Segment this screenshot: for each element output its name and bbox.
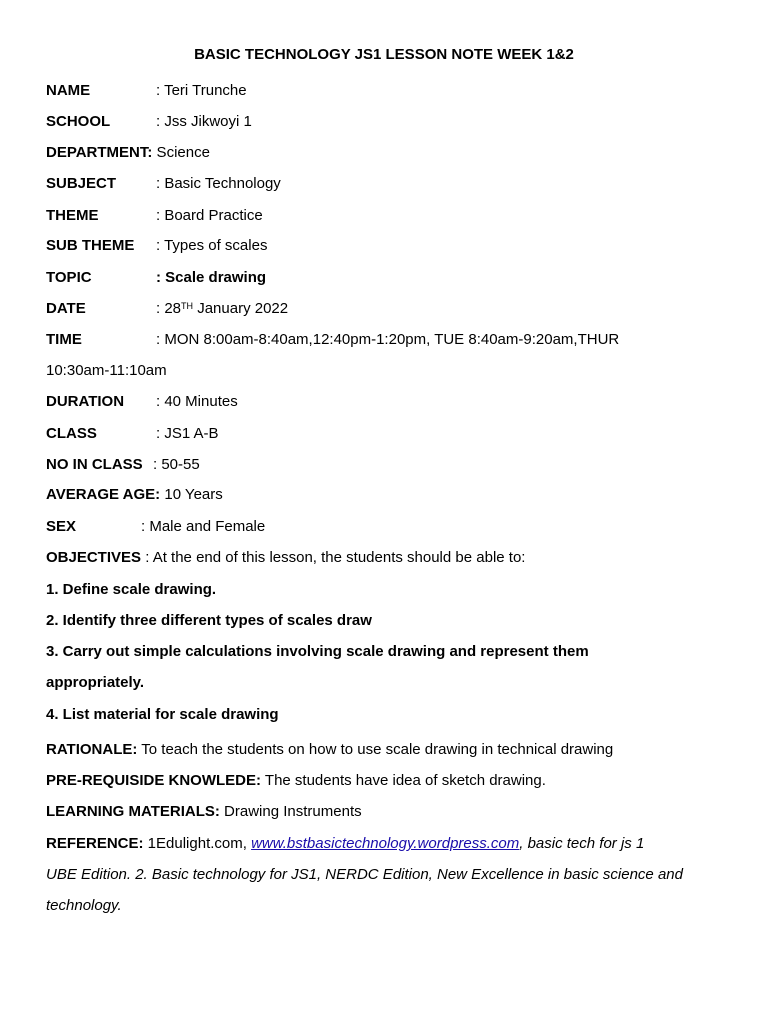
objectives-label: OBJECTIVES <box>46 549 142 566</box>
learning-materials <box>46 802 362 822</box>
learning-materials-value: Drawing Instruments <box>219 803 362 820</box>
field-label: TOPIC <box>46 269 92 286</box>
field-time-continued: 10:30am-11:10am <box>46 362 167 379</box>
objective-item-continued: appropriately. <box>46 674 145 691</box>
field-department <box>46 143 210 163</box>
field-duration <box>46 392 238 412</box>
field-value-sup: TH <box>181 301 194 311</box>
field-label: NO IN CLASS <box>46 456 143 473</box>
field-value: : Teri Trunche <box>156 82 247 99</box>
field-class <box>46 424 219 444</box>
rationale <box>46 740 613 760</box>
field-label: SEX <box>46 518 77 535</box>
field-name <box>46 81 247 101</box>
field-label: SUB THEME <box>46 237 135 254</box>
field-time <box>46 330 619 350</box>
field-label: NAME <box>46 82 91 99</box>
field-value: : MON 8:00am-8:40am,12:40pm-1:20pm, TUE 8:40am-9:20am,THUR <box>156 331 620 348</box>
objective-item: 4. List material for scale drawing <box>46 706 279 723</box>
field-value: : Basic Technology <box>156 175 281 192</box>
objectives-intro: : At the end of this lesson, the students should be able to: <box>141 549 526 566</box>
reference-text: 1Edulight.com, <box>143 835 252 852</box>
prerequisite-label: PRE-REQUISIDE KNOWLEDE: <box>46 772 262 789</box>
field-label: TIME <box>46 331 82 348</box>
field-value: 10 Years <box>160 486 223 503</box>
field-value: : Types of scales <box>156 237 268 254</box>
field-value-prefix: : 28 <box>156 300 182 317</box>
reference-link[interactable]: www.bstbasictechnology.wordpress.com <box>251 835 520 852</box>
field-label: DURATION <box>46 393 125 410</box>
field-value: : Board Practice <box>156 207 263 224</box>
field-topic <box>46 268 266 288</box>
field-value: : 40 Minutes <box>156 393 238 410</box>
reference <box>46 834 644 854</box>
field-average-age <box>46 485 223 505</box>
prerequisite-value: The students have idea of sketch drawing. <box>261 772 546 789</box>
learning-materials-label: LEARNING MATERIALS: <box>46 803 220 820</box>
field-label: THEME <box>46 207 99 224</box>
field-value: : JS1 A-B <box>156 425 219 442</box>
field-subject <box>46 174 281 194</box>
field-value: : 50-55 <box>153 456 200 473</box>
field-value: : Male and Female <box>141 518 266 535</box>
field-label: SCHOOL <box>46 113 111 130</box>
rationale-label: RATIONALE: <box>46 741 138 758</box>
field-no-in-class <box>46 455 200 475</box>
prerequisite-knowledge <box>46 771 546 791</box>
field-label: CLASS <box>46 425 97 442</box>
objective-item: 1. Define scale drawing. <box>46 581 217 598</box>
rationale-value: To teach the students on how to use scale drawing in technical drawing <box>137 741 614 758</box>
field-school <box>46 112 252 132</box>
field-value: : Scale drawing <box>156 269 267 286</box>
field-value: : Jss Jikwoyi 1 <box>156 113 252 130</box>
field-label: SUBJECT <box>46 175 117 192</box>
field-theme <box>46 206 263 226</box>
field-value: Science <box>152 144 210 161</box>
document-title: BASIC TECHNOLOGY JS1 LESSON NOTE WEEK 1&2 <box>194 46 574 63</box>
reference-continued: UBE Edition. 2. Basic technology for JS1, NERDC Edition, New Excellence in basic science and <box>46 866 683 883</box>
field-sub-theme <box>46 236 267 256</box>
field-date <box>46 299 288 319</box>
field-label: AVERAGE AGE: <box>46 486 161 503</box>
field-sex <box>46 517 265 537</box>
field-value-suffix: January 2022 <box>193 300 289 317</box>
field-label: DEPARTMENT: <box>46 144 153 161</box>
objectives-heading <box>46 548 525 568</box>
reference-text: , basic tech for js 1 <box>519 835 645 852</box>
reference-label: REFERENCE: <box>46 835 144 852</box>
objective-item: 3. Carry out simple calculations involving scale drawing and represent them <box>46 643 589 660</box>
field-label: DATE <box>46 300 86 317</box>
reference-continued: technology. <box>46 897 122 914</box>
objective-item: 2. Identify three different types of scales draw <box>46 612 372 629</box>
